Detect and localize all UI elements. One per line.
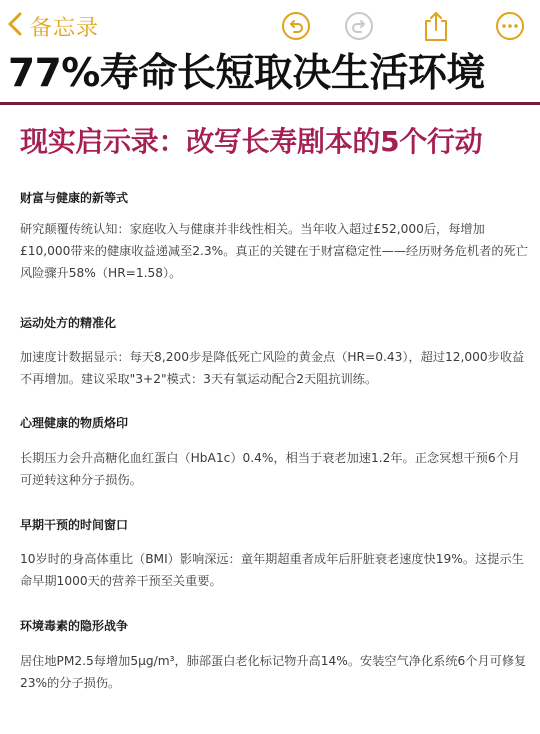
section-title-early-intervention: 早期干预的时间窗口 <box>20 518 129 532</box>
section-body-early-intervention: 10岁时的身高体重比（BMI）影响深远：童年期超重者成年后肝脏衰老速度快19%。这提示生命早期1000天的营养干预至关重要。 <box>20 552 524 588</box>
note-headline: 77%寿命长短取决生活环境 <box>8 51 485 96</box>
top-toolbar <box>0 0 540 52</box>
redo-icon[interactable] <box>343 10 375 42</box>
section-title-exercise: 运动处方的精准化 <box>20 316 117 330</box>
section-body-wealth: 研究颠覆传统认知：家庭收入与健康并非线性相关。当年收入超过£52,000后，每增加£10,000带来的健康收益递减至2.3%。真正的关键在于财富稳定性——经历财务危机者的死亡风险骤升58%（HR=1.58）。 <box>20 222 528 280</box>
section-title-environment: 环境毒素的隐形战争 <box>20 619 129 633</box>
section-body-environment: 居住地PM2.5每增加5μg/m³，肺部蛋白老化标记物升高14%。安装空气净化系统6个月可修复23%的分子损伤。 <box>20 654 527 690</box>
share-icon[interactable] <box>420 10 452 42</box>
back-button[interactable] <box>6 10 99 42</box>
section-title-mental-health: 心理健康的物质烙印 <box>20 416 129 430</box>
headline-divider <box>0 102 540 105</box>
back-label: 备忘录 <box>30 15 100 41</box>
section-title-wealth: 财富与健康的新等式 <box>20 191 129 205</box>
undo-icon[interactable] <box>280 10 312 42</box>
note-subheadline: 现实启示录：改写长寿剧本的5个行动 <box>20 125 483 158</box>
chevron-left-icon <box>6 11 24 41</box>
more-icon[interactable] <box>494 10 526 42</box>
section-body-mental-health: 长期压力会升高糖化血红蛋白（HbA1c）0.4%，相当于衰老加速1.2年。正念冥想干预6个月可逆转这种分子损伤。 <box>20 451 520 487</box>
section-body-exercise: 加速度计数据显示：每天8,200步是降低死亡风险的黄金点（HR=0.43），超过12,000步收益不再增加。建议采取"3+2"模式：3天有氧运动配合2天阻抗训练。 <box>20 350 525 386</box>
